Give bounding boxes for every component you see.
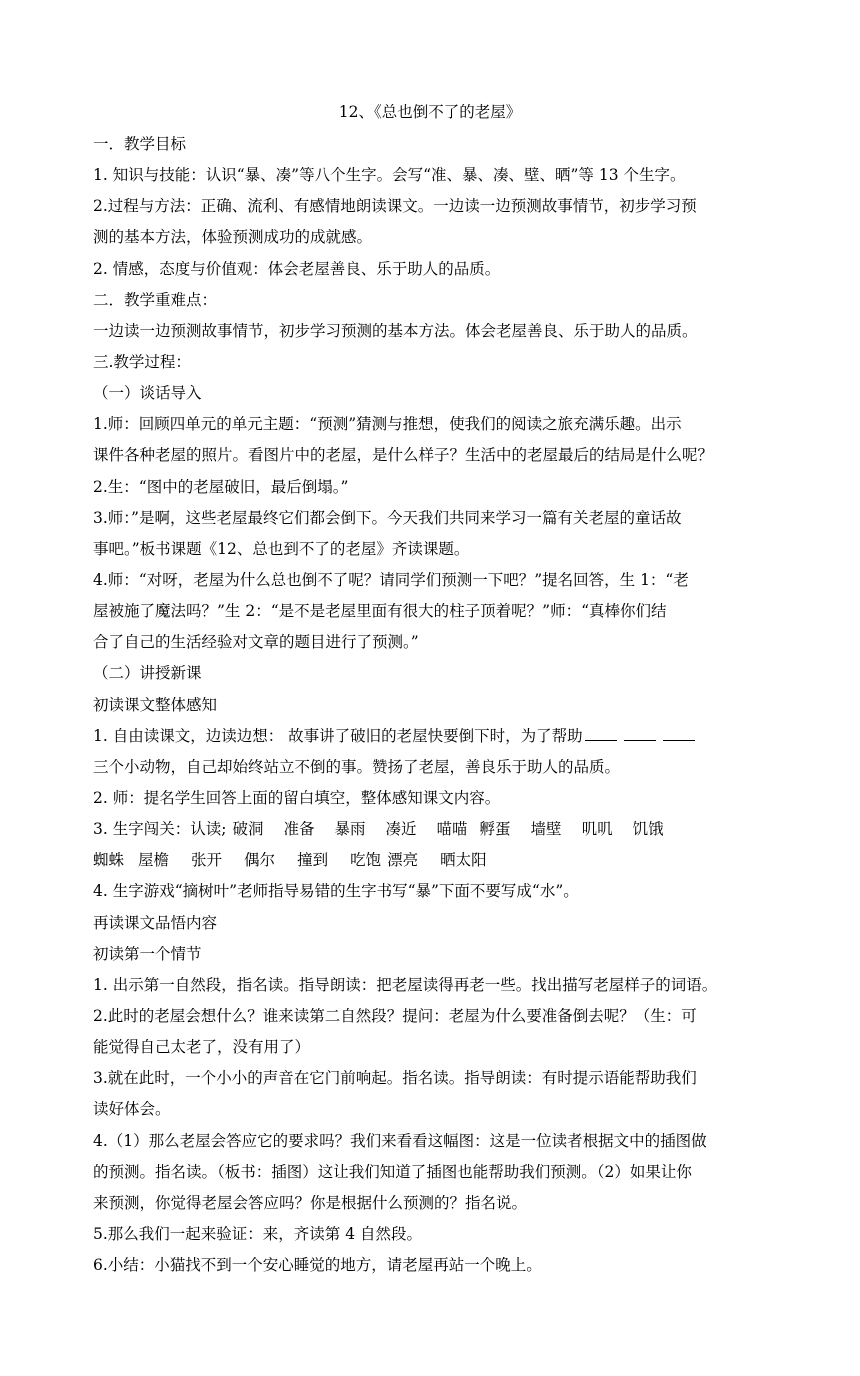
vocab-word: 张开 [191, 851, 223, 869]
vocab-label: 3. 生字闯关：认读; [93, 820, 227, 838]
paragraph: 1.师：回顾四单元的单元主题：“预测”猜测与推想，使我们的阅读之旅充满乐趣。出示 [93, 415, 682, 433]
vocab-word: 饥饿 [632, 820, 664, 838]
paragraph: 6.小结：小猫找不到一个安心睡觉的地方，请老屋再站一个晚上。 [93, 1256, 542, 1274]
blank-2 [624, 726, 656, 741]
paragraph: 2.此时的老屋会想什么？谁来读第二自然段？提问：老屋为什么要准备倒去呢？（生：可 [93, 1007, 697, 1025]
vocab-word: 叽叽 [581, 820, 613, 838]
vocab-word: 墙壁 [530, 820, 562, 838]
paragraph: 一边读一边预测故事情节，初步学习预测的基本方法。体会老屋善良、乐于助人的品质。 [93, 322, 698, 340]
vocab-row-1 [93, 819, 769, 839]
paragraph: 测的基本方法，体验预测成功的成就感。 [93, 228, 373, 246]
subsection-heading: （一）谈话导入 [93, 384, 202, 402]
vocab-word: 凑近 [385, 820, 417, 838]
blank-3 [663, 726, 695, 741]
subsection-heading: 再读课文品悟内容 [93, 914, 218, 932]
section-heading-key-points: 二．教学重难点： [93, 291, 218, 309]
vocab-word: 暴雨 [334, 820, 366, 838]
paragraph: 2. 师：提名学生回答上面的留白填空，整体感知课文内容。 [93, 789, 501, 807]
vocab-word: 偶尔 [244, 851, 276, 869]
paragraph: 2. 情感，态度与价值观：体会老屋善良、乐于助人的品质。 [93, 260, 501, 278]
section-heading-process: 三.教学过程： [93, 353, 191, 371]
section-heading-goals: 一．教学目标 [93, 135, 187, 153]
paragraph-text: 1. 自由读课文，边读边想： 故事讲了破旧的老屋快要倒下时，为了帮助 [93, 727, 583, 745]
vocab-word: 准备 [283, 820, 315, 838]
vocab-word: 吃饱 [350, 851, 382, 869]
vocab-word: 孵蛋 [479, 820, 511, 838]
document-title: 12、《总也倒不了的老屋》 [338, 103, 522, 121]
paragraph: 4.（1）那么老屋会答应它的要求吗？我们来看看这幅图：这是一位读者根据文中的插图做 [93, 1132, 707, 1150]
vocab-word: 晒太阳 [440, 851, 487, 869]
vocab-word: 破洞 [232, 820, 264, 838]
paragraph: 3.就在此时，一个小小的声音在它门前响起。指名读。指导朗读：有时提示语能帮助我们 [93, 1069, 697, 1087]
paragraph: 三个小动物，自己却始终站立不倒的事。赞扬了老屋，善良乐于助人的品质。 [93, 758, 621, 776]
paragraph: 屋被施了魔法吗？”生 2：“是不是老屋里面有很大的柱子顶着呢？”师：“真棒你们结 [93, 602, 667, 620]
paragraph: 5.那么我们一起来验证：来，齐读第 4 自然段。 [93, 1225, 423, 1243]
paragraph: 能觉得自己太老了，没有用了） [93, 1038, 311, 1056]
vocab-word: 喵喵 [436, 820, 468, 838]
paragraph: 2.过程与方法：正确、流利、有感情地朗读课文。一边读一边预测故事情节，初步学习预 [93, 197, 697, 215]
blank-1 [585, 726, 617, 741]
paragraph: 4. 生字游戏“摘树叶”老师指导易错的生字书写“暴”下面不要写成“水”。 [93, 882, 579, 900]
paragraph: 读好体会。 [93, 1100, 171, 1118]
paragraph: 1. 知识与技能：认识“暴、凑”等八个生字。会写“准、暴、凑、壁、晒”等 13 个生字。 [93, 166, 686, 184]
subsection-heading: 初读课文整体感知 [93, 696, 218, 714]
paragraph: 1. 出示第一自然段，指名读。指导朗读：把老屋读得再老一些。找出描写老屋样子的词语。 [93, 976, 718, 994]
vocab-word: 漂亮 [387, 851, 419, 869]
paragraph: 3.师：”是啊，这些老屋最终它们都会倒下。今天我们共同来学习一篇有关老屋的童话故 [93, 509, 682, 527]
vocab-word: 蜘蛛 [93, 851, 125, 869]
fill-blank-line [93, 726, 769, 746]
paragraph: 4.师：“对呀，老屋为什么总也倒不了呢？请同学们预测一下吧？”提名回答，生 1：“老 [93, 571, 689, 589]
paragraph: 2.生：“图中的老屋破旧，最后倒塌。” [93, 478, 349, 496]
paragraph: 合了自己的生活经验对文章的题目进行了预测。” [93, 633, 419, 651]
paragraph: 课件各种老屋的照片。看图片中的老屋，是什么样子？生活中的老屋最后的结局是什么呢？ [93, 446, 714, 464]
paragraph: 事吧。”板书课题《12、总也到不了的老屋》齐读课题。 [93, 540, 470, 558]
paragraph: 来预测，你觉得老屋会答应吗？你是根据什么预测的？指名说。 [93, 1194, 528, 1212]
vocab-row-2 [93, 850, 769, 870]
vocab-word: 屋檐 [138, 851, 170, 869]
vocab-word: 撞到 [297, 851, 329, 869]
paragraph: 的预测。指名读。（板书：插图）这让我们知道了插图也能帮助我们预测。（2）如果让你 [93, 1163, 692, 1181]
subsection-heading: 初读第一个情节 [93, 945, 202, 963]
subsection-heading: （二）讲授新课 [93, 664, 202, 682]
